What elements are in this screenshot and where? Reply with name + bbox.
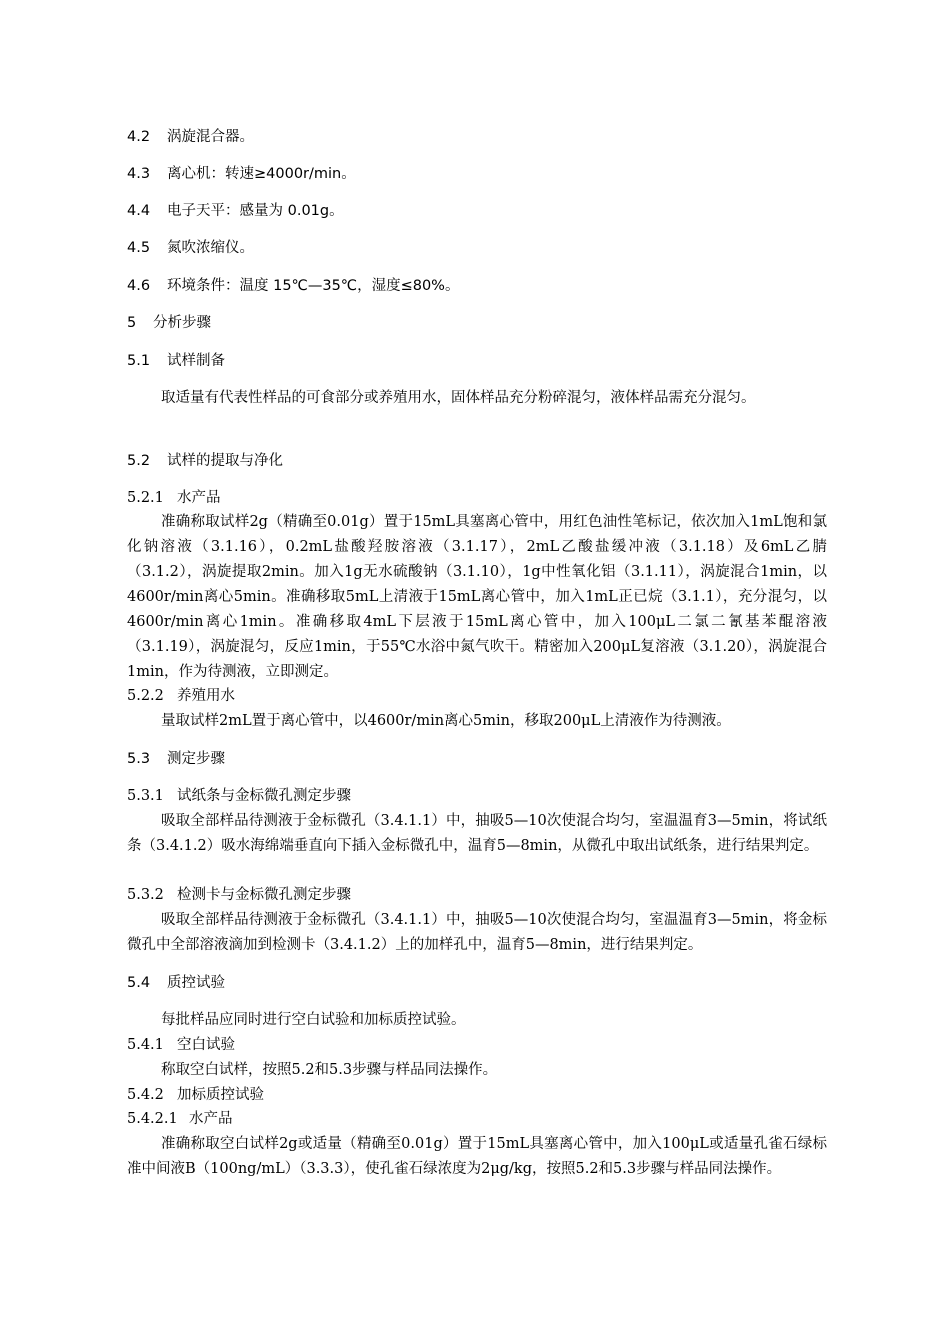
section-5-4-paragraph: 每批样品应同时进行空白试验和加标质控试验。 [161,1012,466,1028]
item-text: 电子天平：感量为 0.01g。 [167,203,344,219]
item-4-2 [127,127,254,147]
section-number: 5 [127,315,137,331]
item-text: 离心机：转速≥4000r/min。 [167,166,356,182]
section-title: 水产品 [189,1111,233,1127]
section-5-1-heading [127,351,225,371]
section-title: 检测卡与金标微孔测定步骤 [177,887,351,903]
section-5-4-1-paragraph: 称取空白试样，按照5.2和5.3步骤与样品同法操作。 [161,1062,498,1078]
section-title: 试样制备 [167,353,225,369]
section-number: 5.4.2 [127,1087,164,1103]
item-4-5 [127,238,254,258]
section-number: 5.4.2.1 [127,1111,178,1127]
item-number: 4.2 [127,129,151,145]
section-title: 养殖用水 [177,688,235,704]
section-number: 5.2.2 [127,688,164,704]
section-5-3-1-heading [127,786,351,806]
section-5-3-2-paragraph: 吸取全部样品待测液于金标微孔（3.4.1.1）中，抽吸5—10次使混合均匀，室温温育3—5min，将金标微孔中全部溶液滴加到检测卡（3.4.1.2）上的加样孔中，温育5—8min，进行结果判定。 [127,912,827,953]
section-title: 分析步骤 [153,315,211,331]
section-5-4-heading [127,973,225,993]
item-number: 4.4 [127,203,151,219]
section-5-4-1-heading [127,1035,235,1055]
section-5-4-2-1-heading [127,1109,233,1129]
section-5-2-heading [127,451,283,471]
section-title: 空白试验 [177,1037,235,1053]
item-4-3 [127,164,356,184]
section-5-2-2-heading [127,686,235,706]
section-title: 水产品 [177,490,221,506]
section-number: 5.4 [127,975,151,991]
item-number: 4.5 [127,240,151,256]
section-5-4-2-1-paragraph: 准确称取空白试样2g或适量（精确至0.01g）置于15mL具塞离心管中，加入100μL或适量孔雀石绿标准中间液B（100ng/mL）（3.3.3），使孔雀石绿浓度为2μg/kg，按照5.2和5.3步骤与样品同法操作。 [127,1136,827,1177]
item-text: 环境条件：温度 15℃—35℃，湿度≤80%。 [167,278,460,294]
section-title: 质控试验 [167,975,225,991]
section-title: 试纸条与金标微孔测定步骤 [177,788,351,804]
section-5-1-paragraph: 取适量有代表性样品的可食部分或养殖用水，固体样品充分粉碎混匀，液体样品需充分混匀。 [161,390,756,406]
section-title: 加标质控试验 [177,1087,264,1103]
item-number: 4.6 [127,278,151,294]
section-5-2-2-paragraph: 量取试样2mL置于离心管中，以4600r/min离心5min，移取200μL上清液作为待测液。 [161,713,731,729]
section-number: 5.2 [127,453,151,469]
section-5-2-1-heading [127,488,221,508]
section-5-4-2-heading [127,1085,264,1105]
section-title: 试样的提取与净化 [167,453,283,469]
section-number: 5.4.1 [127,1037,164,1053]
item-text: 氮吹浓缩仪。 [167,240,254,256]
section-5-3-1-paragraph: 吸取全部样品待测液于金标微孔（3.4.1.1）中，抽吸5—10次使混合均匀，室温温育3—5min，将试纸条（3.4.1.2）吸水海绵端垂直向下插入金标微孔中，温育5—8min，从微孔中取出试纸条，进行结果判定。 [127,813,827,854]
item-4-4 [127,201,344,221]
section-5-2-1-paragraph: 准确称取试样2g（精确至0.01g）置于15mL具塞离心管中，用红色油性笔标记，依次加入1mL饱和氯化钠溶液（3.1.16），0.2mL盐酸羟胺溶液（3.1.17），2mL乙酸盐缓冲液（3.1.18）及6mL乙腈（3.1.2），涡旋提取2min。加入1g无水硫酸钠（3.1.10），1g中性氧化铝（3.1.11），涡旋混合1min，以4600r/min离心5min。准确移取5mL上清液于15mL离心管中，加入1mL正已烷（3.1.1），充分混匀，以4600r/min离心1min。准确移取4mL下层液于15mL离心管中，加入100μL二氯二氰基苯醌溶液（3.1.19），涡旋混匀，反应1min，于55℃水浴中氮气吹干。精密加入200μL复溶液（3.1.20），涡旋混合1min，作为待测液，立即测定。 [127,514,827,680]
section-5-heading [127,313,211,333]
item-text: 涡旋混合器。 [167,129,254,145]
section-number: 5.3 [127,751,151,767]
section-number: 5.3.1 [127,788,164,804]
section-5-3-heading [127,749,225,769]
section-number: 5.3.2 [127,887,164,903]
item-number: 4.3 [127,166,151,182]
section-5-3-2-heading [127,885,351,905]
section-number: 5.1 [127,353,151,369]
item-4-6 [127,276,459,296]
section-number: 5.2.1 [127,490,164,506]
section-title: 测定步骤 [167,751,225,767]
